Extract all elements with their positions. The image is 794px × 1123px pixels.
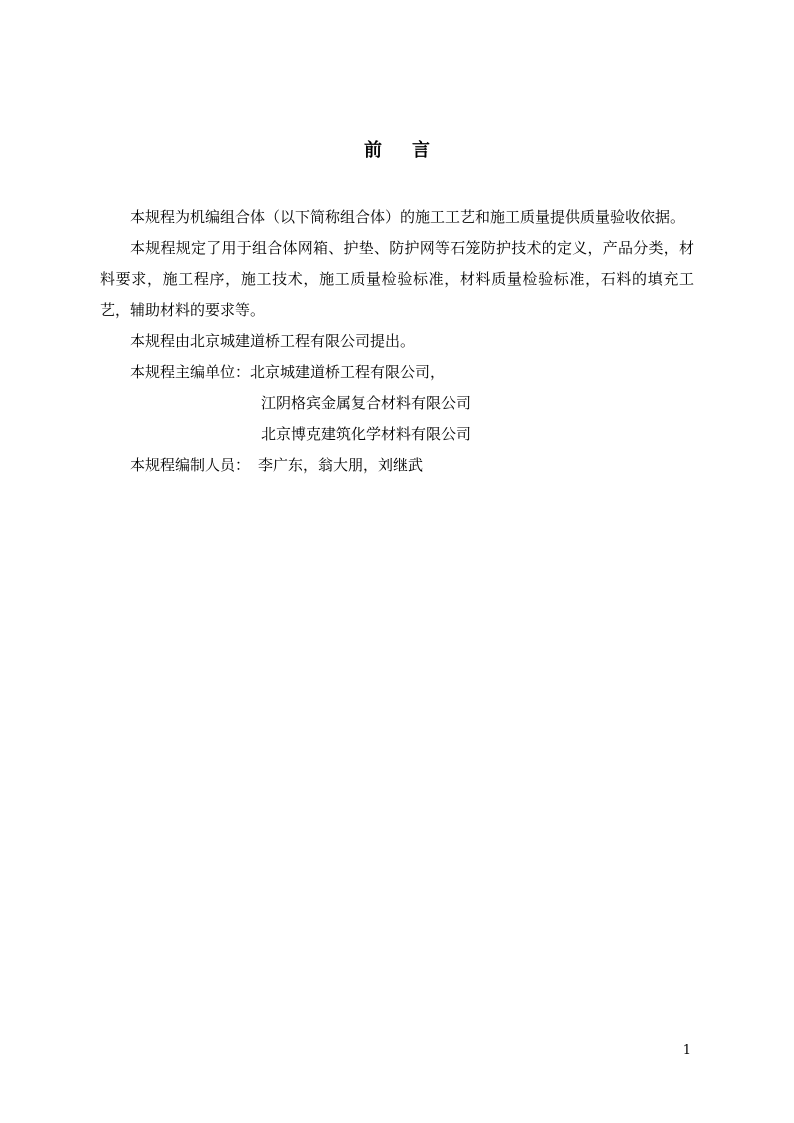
compilers-label: 本规程编制人员： (130, 456, 251, 474)
paragraph-proposer: 本规程由北京城建道桥工程有限公司提出。 (130, 332, 416, 350)
editor-unit-2: 江阴格宾金属复合材料有限公司 (261, 394, 472, 412)
title-char-1: 前 (364, 140, 382, 161)
page-title (0, 136, 794, 162)
editor-units-line (100, 357, 694, 388)
document-body (100, 202, 694, 481)
title-char-2: 言 (412, 140, 430, 161)
editor-units-label: 本规程主编单位： (130, 363, 251, 381)
editor-unit-3: 北京博克建筑化学材料有限公司 (261, 425, 472, 443)
compilers-line (100, 450, 694, 481)
page-number: 1 (682, 1043, 691, 1058)
paragraph-purpose: 本规程为机编组合体（以下简称组合体）的施工工艺和施工质量提供质量验收依据。 (130, 208, 686, 226)
compilers-names: 李广东，翁大朋，刘继武 (258, 456, 424, 474)
paragraph-scope: 本规程规定了用于组合体网箱、护垫、防护网等石笼防护技术的定义，产品分类，材料要求，施工程序，施工技术，施工质量检验标准，材料质量检验标准，石料的填充工艺，辅助材料的要求等。 (100, 239, 694, 319)
editor-unit-1: 北京城建道桥工程有限公司， (250, 363, 446, 381)
